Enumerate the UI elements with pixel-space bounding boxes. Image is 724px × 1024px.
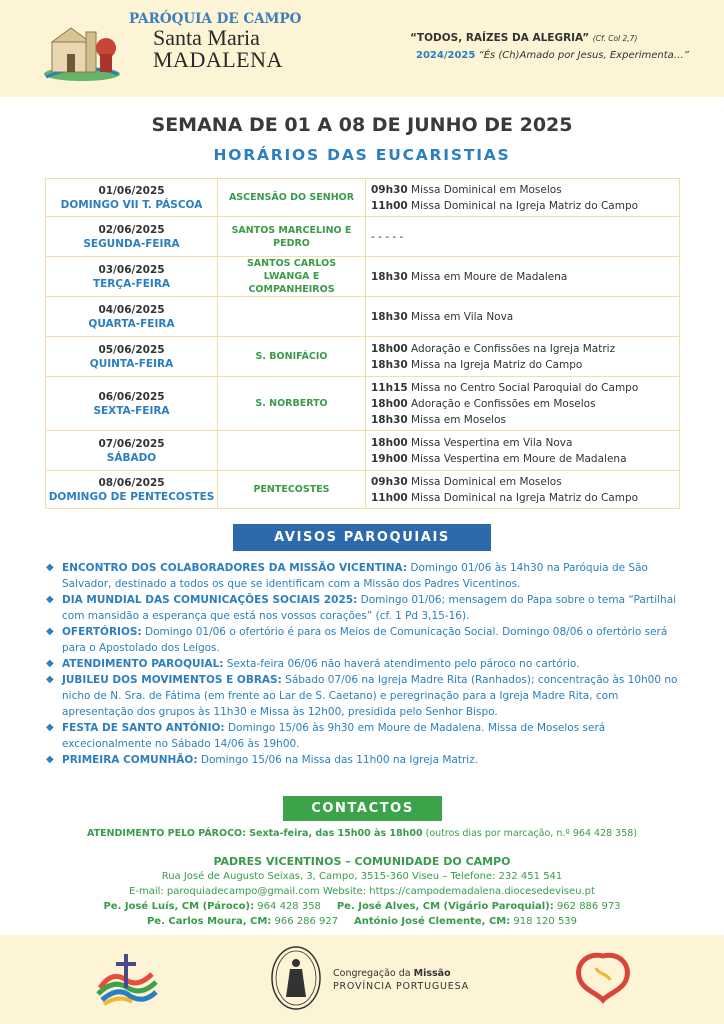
- mass-time: 19h00: [371, 452, 408, 465]
- notice-title: OFERTÓRIOS:: [62, 626, 142, 638]
- year-motto-text: “És (Ch)Amado por Jesus, Experimenta…”: [478, 50, 689, 61]
- mass-time: 18h30: [371, 358, 408, 371]
- office-hours-main: ATENDIMENTO PELO PÁROCO: Sexta-feira, das 15h00 às 18h00: [86, 828, 423, 839]
- liturgical-celebration: [218, 217, 366, 257]
- diamond-bullet-icon: ◆: [46, 658, 54, 669]
- mass-description: Missa Dominical em Moselos: [407, 475, 562, 488]
- date: 07/06/2025: [98, 437, 165, 450]
- day-cell: [46, 337, 218, 377]
- day-cell: [46, 217, 218, 257]
- congregation-name-a: Congregação da: [333, 968, 414, 979]
- mass-description: Missa no Centro Social Paroquial do Campo: [407, 381, 639, 394]
- liturgical-celebration: [218, 377, 366, 431]
- day-name: SÁBADO: [106, 451, 157, 464]
- diamond-bullet-icon: ◆: [46, 562, 54, 573]
- notice-title: DIA MUNDIAL DAS COMUNICAÇÕES SOCIAIS 2025:: [62, 594, 358, 606]
- mass-description: Missa Dominical em Moselos: [407, 183, 562, 196]
- motto-text: “TODOS, RAÍZES DA ALEGRIA”: [410, 32, 590, 44]
- date: 05/06/2025: [98, 343, 165, 356]
- schedule-row: [46, 377, 680, 431]
- mass-entry: [371, 396, 679, 412]
- day-name: SEGUNDA-FEIRA: [83, 237, 180, 250]
- notice-text: Domingo 15/06 na Missa das 11h00 na Igreja Matriz.: [197, 754, 479, 766]
- day-cell: [46, 471, 218, 509]
- mass-description: Adoração e Confissões na Igreja Matriz: [407, 342, 616, 355]
- day-cell: [46, 179, 218, 217]
- liturgical-celebration: [218, 471, 366, 509]
- avisos-header: AVISOS PAROQUIAIS: [233, 524, 491, 551]
- brand-line-1: PARÓQUIA DE CAMPO: [129, 11, 302, 27]
- motto-reference: (Cf. Col 2,7): [592, 34, 638, 43]
- diamond-bullet-icon: ◆: [46, 594, 54, 605]
- schedule-row: [46, 337, 680, 377]
- day-name: DOMINGO DE PENTECOSTES: [48, 490, 215, 503]
- schedule-row: [46, 431, 680, 471]
- date: 08/06/2025: [98, 476, 165, 489]
- liturgical-celebration: [218, 179, 366, 217]
- jubilee-logo: [92, 948, 162, 1010]
- mass-description: Missa em Vila Nova: [407, 310, 514, 323]
- notice-title: PRIMEIRA COMUNHÃO:: [62, 754, 198, 766]
- schedule-row: [46, 179, 680, 217]
- mass-time: 18h30: [371, 413, 408, 426]
- notice-item: [46, 624, 682, 656]
- day-name: QUINTA-FEIRA: [89, 357, 174, 370]
- week-title: SEMANA DE 01 A 08 DE JUNHO DE 2025: [151, 114, 573, 136]
- mass-schedule-table: [45, 178, 680, 509]
- mass-entry: [371, 490, 679, 506]
- mass-description: Missa em Moselos: [407, 413, 506, 426]
- notice-item: [46, 672, 682, 720]
- day-cell: [46, 377, 218, 431]
- notice-text: Domingo 01/06; mensagem do Papa sobre o tema “Partilhai com mansidão a esperança que está nos vossos corações” (cf. 1 Pd 3,15-16).: [62, 594, 677, 622]
- mass-description: Missa Vespertina em Vila Nova: [407, 436, 573, 449]
- schedule-row: [46, 471, 680, 509]
- day-cell: [46, 257, 218, 297]
- celebration-name: SANTOS CARLOS LWANGA E COMPANHEIROS: [246, 258, 337, 295]
- mass-entry: [371, 198, 679, 214]
- mass-times-cell: [366, 179, 680, 217]
- clergy-phone: 966 286 927: [271, 916, 339, 927]
- year-motto: [416, 50, 689, 61]
- mass-entry: [371, 474, 679, 490]
- celebration-name: S. NORBERTO: [255, 398, 328, 409]
- congregation-name: [333, 968, 451, 979]
- mass-times-cell: [366, 471, 680, 509]
- mass-entry: [371, 451, 679, 467]
- notice-text: Domingo 15/06 às 9h30 em Moure de Madalena. Missa de Moselos será excecionalmente no Sábado 14/06 às 19h00.: [62, 722, 606, 750]
- clergy-name: Pe. José Luís, CM (Pároco):: [103, 901, 255, 912]
- liturgical-celebration: [218, 257, 366, 297]
- clergy-phone: 964 428 358: [254, 901, 321, 912]
- email-website[interactable]: E-mail: paroquiadecampo@gmail.com Website: https://campodemadalena.diocesedeviseu.pt: [129, 886, 595, 897]
- mass-times-cell: [366, 431, 680, 471]
- mass-time: 18h00: [371, 397, 408, 410]
- notice-item: [46, 560, 682, 592]
- notice-title: JUBILEU DOS MOVIMENTOS E OBRAS:: [62, 674, 282, 686]
- mass-times-cell: [366, 377, 680, 431]
- clergy-phone: 962 886 973: [553, 901, 621, 912]
- mass-description: Missa em Moure de Madalena: [407, 270, 568, 283]
- mass-times-cell: [366, 217, 680, 257]
- congregation-name-b: Missão: [413, 968, 451, 979]
- diamond-bullet-icon: ◆: [46, 626, 54, 637]
- date: 02/06/2025: [98, 223, 165, 236]
- office-hours-note: (outros dias por marcação, n.º 964 428 358): [422, 828, 638, 839]
- celebration-name: SANTOS MARCELINO E PEDRO: [231, 224, 352, 249]
- notice-title: FESTA DE SANTO ANTÓNIO:: [62, 722, 225, 734]
- mass-time: 11h00: [371, 199, 408, 212]
- clergy-line-1: [0, 901, 724, 912]
- clergy-phone: 918 120 539: [510, 916, 578, 927]
- clergy-name: Pe. José Alves, CM (Vigário Paroquial):: [336, 901, 554, 912]
- mass-entry: [371, 357, 679, 373]
- celebration-name: PENTECOSTES: [253, 484, 330, 495]
- date: 01/06/2025: [98, 184, 165, 197]
- pastoral-year: 2024/2025: [416, 50, 476, 61]
- liturgical-celebration: [218, 337, 366, 377]
- mass-times-cell: [366, 337, 680, 377]
- clergy-line-2: [0, 916, 724, 927]
- vincentian-400-logo: [568, 950, 638, 1018]
- mass-time: 18h00: [371, 436, 408, 449]
- mass-description: Missa Dominical na Igreja Matriz do Campo: [407, 491, 639, 504]
- day-name: QUARTA-FEIRA: [88, 317, 175, 330]
- notice-text: Domingo 01/06 às 14h30 na Paróquia de São Salvador, destinado a todos os que se identificam com a Missão dos Padres Vicentinos.: [62, 562, 648, 590]
- mass-description: Adoração e Confissões em Moselos: [407, 397, 596, 410]
- mass-entry: [371, 309, 679, 325]
- schedule-row: [46, 257, 680, 297]
- notice-text: Sábado 07/06 na Igreja Madre Rita (Ranhados); concentração às 10h00 no nicho de N. Sra. de Fátima (em frente ao Lar de S. Caetano) e peregrinação para a Igreja Madre Rita, com apresentação dos grupos às 11h30 e Missa às 12h00, presidida pelo Senhor Bispo.: [62, 674, 678, 718]
- clergy-name: António José Clemente, CM:: [354, 916, 511, 927]
- notice-item: [46, 720, 682, 752]
- community-title: PADRES VICENTINOS – COMUNIDADE DO CAMPO: [213, 855, 511, 868]
- parish-church-logo: [42, 22, 122, 84]
- clergy-name: Pe. Carlos Moura, CM:: [146, 916, 272, 927]
- notice-text: Sexta-feira 06/06 não haverá atendimento pelo pároco no cartório.: [223, 658, 580, 670]
- mass-time: 18h00: [371, 342, 408, 355]
- mass-entry: [371, 229, 679, 245]
- mass-entry: [371, 412, 679, 428]
- day-name: SEXTA-FEIRA: [93, 404, 170, 417]
- day-name: TERÇA-FEIRA: [92, 277, 171, 290]
- notice-item: [46, 592, 682, 624]
- mass-entry: [371, 341, 679, 357]
- schedule-row: [46, 297, 680, 337]
- brand-line-2: Santa Maria: [153, 25, 260, 50]
- celebration-name: ASCENSÃO DO SENHOR: [228, 192, 355, 203]
- mass-times-cell: [366, 297, 680, 337]
- mass-description: Missa Dominical na Igreja Matriz do Campo: [407, 199, 639, 212]
- diamond-bullet-icon: ◆: [46, 754, 54, 765]
- notice-title: ENCONTRO DOS COLABORADORES DA MISSÃO VICENTINA:: [62, 562, 408, 574]
- schedule-title: HORÁRIOS DAS EUCARISTIAS: [213, 146, 511, 164]
- liturgical-celebration: [218, 431, 366, 471]
- date: 03/06/2025: [98, 263, 165, 276]
- mass-entry: [371, 269, 679, 285]
- notice-text: Domingo 01/06 o ofertório é para os Meios de Comunicação Social. Domingo 08/06 o ofertório será para o Apostolado dos Leigos.: [62, 626, 668, 654]
- mass-time: 09h30: [371, 183, 408, 196]
- mass-times-cell: [366, 257, 680, 297]
- congregation-medal-icon: [270, 945, 322, 1011]
- office-hours: [0, 828, 724, 839]
- mass-time: 18h30: [371, 270, 408, 283]
- liturgical-celebration: [218, 297, 366, 337]
- day-name: DOMINGO VII T. PÁSCOA: [60, 198, 203, 211]
- mass-time: 11h15: [371, 381, 408, 394]
- diamond-bullet-icon: ◆: [46, 722, 54, 733]
- day-cell: [46, 431, 218, 471]
- notices-list: [46, 560, 682, 768]
- province-name: PROVÍNCIA PORTUGUESA: [333, 981, 469, 992]
- schedule-row: [46, 217, 680, 257]
- address: Rua José de Augusto Seixas, 3, Campo, 3515-360 Viseu – Telefone: 232 451 541: [161, 871, 563, 882]
- mass-time: 09h30: [371, 475, 408, 488]
- day-cell: [46, 297, 218, 337]
- pastoral-motto: [410, 32, 637, 44]
- contacts-header: CONTACTOS: [283, 796, 442, 821]
- mass-entry: [371, 435, 679, 451]
- celebration-name: S. BONIFÁCIO: [255, 351, 328, 362]
- mass-description: Missa na Igreja Matriz do Campo: [407, 358, 583, 371]
- notice-title: ATENDIMENTO PAROQUIAL:: [62, 658, 224, 670]
- mass-time: 18h30: [371, 310, 408, 323]
- date: 06/06/2025: [98, 390, 165, 403]
- mass-entry: [371, 380, 679, 396]
- date: 04/06/2025: [98, 303, 165, 316]
- diamond-bullet-icon: ◆: [46, 674, 54, 685]
- notice-item: [46, 752, 682, 768]
- mass-entry: [371, 182, 679, 198]
- mass-time: 11h00: [371, 491, 408, 504]
- brand-line-3: MADALENA: [153, 47, 283, 72]
- mass-description: Missa Vespertina em Moure de Madalena: [407, 452, 627, 465]
- notice-item: [46, 656, 682, 672]
- mass-description: - - - - -: [371, 230, 404, 243]
